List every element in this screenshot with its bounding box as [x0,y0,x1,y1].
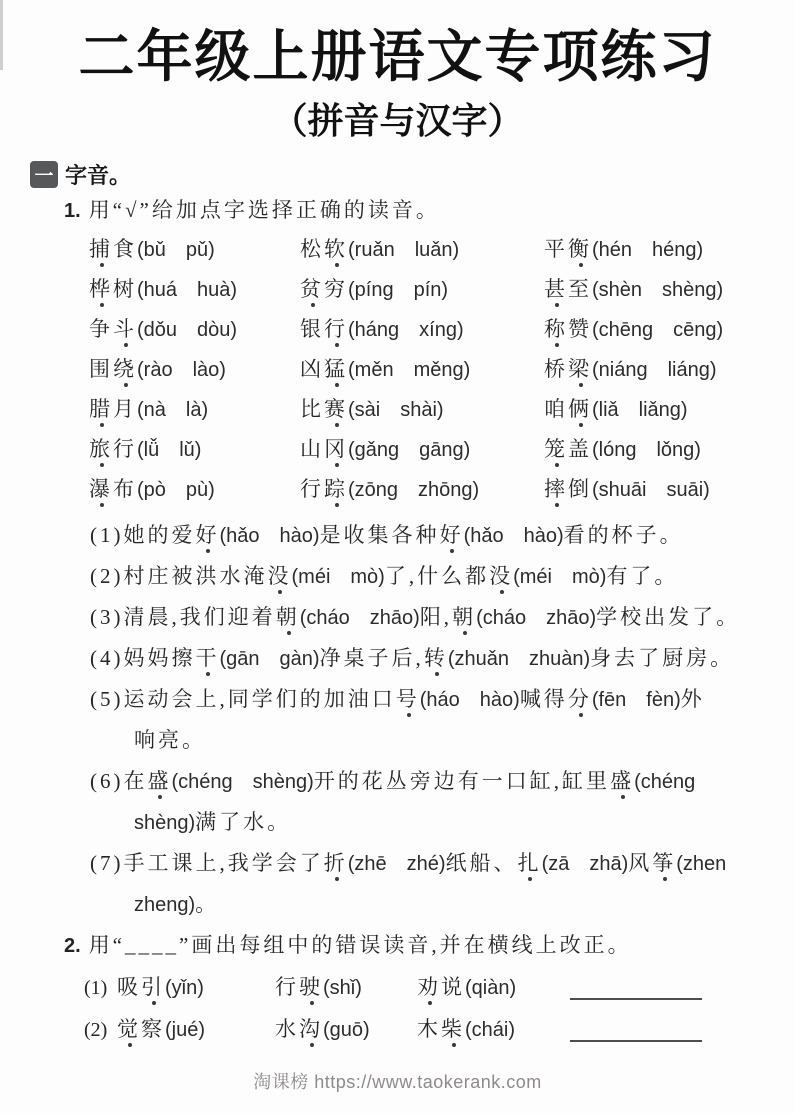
pinyin-options: (fēn fèn) [591,689,681,711]
hanzi: 行 [300,477,324,501]
dotted-char: 柴 [441,1017,465,1041]
word-item [544,313,795,353]
sentence-text: 风 [628,851,653,875]
sentence-text: 有了。 [606,564,679,588]
pinyin-options: (méi mò) [291,566,385,588]
pinyin-options: (jué) [165,1019,206,1041]
dotted-char: 摔 [544,477,568,501]
page-subtitle: （拼音与汉字） [271,100,524,141]
pinyin-options: (guō) [323,1019,370,1041]
sentence-text: (4)妈妈擦 [90,646,196,670]
word-item [89,433,300,473]
word-item [544,353,795,393]
hanzi: 平 [544,237,568,261]
pinyin-options: (hǎo hào) [463,525,564,547]
dotted-char: 折 [323,851,348,875]
sentence-line-6 [90,761,795,802]
question-2-instruction [64,925,795,966]
correction-row-2 [84,1008,795,1050]
dotted-char: 贫 [300,277,324,301]
sentence-text: 了,什么都 [384,564,490,588]
question-number: 1. [64,200,81,222]
sentence-line-3 [90,597,795,638]
pinyin-options: (hǎo hào) [219,525,320,547]
item-label: (2) [84,1019,108,1041]
word-item [417,1008,570,1053]
hanzi: 松 [300,237,324,261]
word-item [89,393,300,433]
dotted-char: 衡 [568,237,592,261]
answer-blank[interactable] [570,978,702,1000]
pinyin-options: (zhē zhé) [347,853,446,875]
sentence-text: 身去了厨房。 [590,646,735,670]
word-choice-grid [89,233,795,513]
word-item [89,473,300,513]
pinyin-options: (méi mò) [513,566,607,588]
dotted-char: 旅 [89,437,113,461]
sentence-text: (1)她的爱 [90,523,196,547]
sentence-text: 学校出发了。 [596,605,741,629]
hanzi: 至 [568,277,592,301]
sentence-line-2 [90,556,795,597]
pinyin-options: (gān gàn) [219,648,320,670]
pinyin-options: (háo hào) [419,689,520,711]
dotted-char: 猛 [324,357,348,381]
sentence-line-5 [90,679,795,720]
dotted-char: 腊 [89,397,113,421]
dotted-char: 朝 [275,605,300,629]
sentence-line-5-cont [134,720,795,761]
sentence-text: 净桌子后, [319,646,424,670]
pinyin-options: shèng) [134,812,196,834]
dotted-char: 好 [439,523,464,547]
instruction-text: 用“√”给加点字选择正确的读音。 [88,198,440,222]
sentence-text: 喊得 [519,687,568,711]
section-header [30,158,795,190]
hanzi: 食 [113,237,137,261]
dotted-char: 捕 [89,237,113,261]
pinyin-options: (zhuǎn zhuàn) [447,648,591,670]
hanzi: 咱 [544,397,568,421]
hanzi: 山 [300,437,324,461]
dotted-char: 没 [267,564,292,588]
sentence-line-1 [90,515,795,556]
dotted-char: 劝 [417,975,441,999]
sentence-text: (5)运动会上,同学们的加油口 [90,687,396,711]
sentence-text: 。 [195,892,220,916]
word-item [275,1008,417,1053]
hanzi: 行 [275,975,299,999]
word-item [300,313,544,353]
dotted-char: 沟 [299,1017,323,1041]
dotted-char: 引 [141,975,165,999]
dotted-char: 笼 [544,437,568,461]
word-item [275,966,417,1011]
pinyin-options: (sài shài) [348,399,444,421]
hanzi: 树 [113,277,137,301]
word-item [300,233,544,273]
word-item [89,273,300,313]
sentence-line-4 [90,638,795,679]
pinyin-options: (zhen [676,853,727,875]
sentence-text: 阳, [419,605,453,629]
hanzi: 银 [300,317,324,341]
word-item [300,393,544,433]
pinyin-options: (rào lào) [137,359,226,381]
sentence-text: (7)手工课上,我学会了 [90,851,324,875]
pinyin-options: (píng pín) [348,279,449,301]
word-item [544,233,795,273]
section-title: 字音。 [65,162,132,188]
pinyin-options: (gǎng gāng) [348,439,471,461]
sentence-line-7-cont [134,884,795,925]
sentence-text: 看的杯子。 [563,523,684,547]
dotted-char: 斗 [113,317,137,341]
dotted-char: 朝 [452,605,477,629]
dotted-char: 好 [195,523,220,547]
hanzi: 行 [113,437,137,461]
hanzi: 说 [441,975,465,999]
hanzi: 桥 [544,357,568,381]
dotted-char: 甚 [544,277,568,301]
dotted-char: 行 [324,317,348,341]
pinyin-options: (chéng shèng) [171,771,314,793]
dotted-char: 干 [195,646,220,670]
pinyin-options: (hén héng) [592,239,704,261]
hanzi: 月 [113,397,137,421]
pinyin-options: (shǐ) [323,977,362,999]
dotted-char: 绕 [113,357,137,381]
sentence-text: 是收集各种 [319,523,440,547]
pinyin-options: (liǎ liǎng) [592,399,688,421]
word-item [89,353,300,393]
pinyin-options: (qiàn) [465,977,517,999]
dotted-char: 赛 [324,397,348,421]
word-item [117,966,275,1011]
pinyin-options: (shuāi suāi) [592,479,710,501]
dotted-char: 号 [395,687,420,711]
pinyin-options: (lóng lǒng) [592,439,701,461]
pinyin-options: zheng) [134,894,196,916]
question-number: 2. [64,935,81,957]
hanzi: 凶 [300,357,324,381]
sentence-text: (3)清晨,我们迎着 [90,605,276,629]
sentence-text: 满了水。 [195,810,292,834]
word-item [117,1008,275,1053]
word-item [544,393,795,433]
sentence-text: 外 [680,687,705,711]
word-item [89,313,300,353]
dotted-char: 冈 [324,437,348,461]
watermark-footer: 淘课榜 https://www.taokerank.com [253,1072,542,1092]
dotted-char: 瀑 [89,477,113,501]
item-label: (1) [84,977,108,999]
sentence-line-7 [90,843,795,884]
dotted-char: 盛 [147,769,172,793]
hanzi: 布 [113,477,137,501]
scan-artifact-edge [0,0,3,70]
page-title: 二年级上册语文专项练习 [78,25,717,88]
pinyin-options: (dǒu dòu) [137,319,238,341]
dotted-char: 桦 [89,277,113,301]
pinyin-options: (shèn shèng) [592,279,724,301]
hanzi: 争 [89,317,113,341]
pinyin-options: (zōng zhōng) [348,479,480,501]
word-item [544,433,795,473]
pinyin-options: (chái) [465,1019,516,1041]
pinyin-options: (ruǎn luǎn) [348,239,460,261]
correction-row-1 [84,966,795,1008]
pinyin-options: (chēng cēng) [592,319,724,341]
dotted-char: 盛 [610,769,635,793]
word-item [300,433,544,473]
pinyin-options: (cháo zhāo) [476,607,597,629]
sentence-text: (6)在 [90,769,148,793]
pinyin-options: (bǔ pǔ) [137,239,215,261]
dotted-char: 踪 [324,477,348,501]
pinyin-options: (pò pù) [137,479,215,501]
pinyin-options: (nà là) [137,399,209,421]
dotted-char: 转 [423,646,448,670]
sentence-text: (2)村庄被洪水淹 [90,564,268,588]
pinyin-options: (cháo zhāo) [299,607,420,629]
pinyin-options: (zā zhā) [541,853,629,875]
hanzi: 察 [141,1017,165,1041]
dotted-char: 筝 [652,851,677,875]
instruction-text: 用“____”画出每组中的错误读音,并在横线上改正。 [88,933,632,957]
hanzi: 吸 [117,975,141,999]
dotted-char: 梁 [568,357,592,381]
sentence-text: 开的花丛旁边有一口缸,缸里 [313,769,611,793]
sentence-exercises [0,515,795,925]
hanzi: 盖 [568,437,592,461]
dotted-char: 俩 [568,397,592,421]
pinyin-options: (yǐn) [165,977,204,999]
hanzi: 木 [417,1017,441,1041]
hanzi: 赞 [568,317,592,341]
dotted-char: 称 [544,317,568,341]
answer-blank[interactable] [570,1020,702,1042]
section-number-badge: 一 [30,161,58,188]
word-item [544,273,795,313]
pinyin-options: (chéng [634,771,696,793]
dotted-char: 分 [567,687,592,711]
hanzi: 穷 [324,277,348,301]
word-item [300,273,544,313]
hanzi: 比 [300,397,324,421]
hanzi: 水 [275,1017,299,1041]
hanzi: 围 [89,357,113,381]
hanzi: 倒 [568,477,592,501]
word-item [544,473,795,513]
dotted-char: 没 [489,564,514,588]
word-item [300,353,544,393]
sentence-text: 响亮。 [134,728,206,752]
word-item [89,233,300,273]
pinyin-options: (niáng liáng) [592,359,717,381]
dotted-char: 觉 [117,1017,141,1041]
dotted-char: 扎 [517,851,542,875]
pinyin-options: (lǚ lǔ) [137,439,202,461]
pinyin-options: (huá huà) [137,279,238,301]
dotted-char: 软 [324,237,348,261]
word-item [417,966,570,1011]
pinyin-options: (měn měng) [348,359,471,381]
sentence-text: 纸船、 [445,851,518,875]
question-1-instruction [64,190,795,231]
sentence-line-6-cont [134,802,795,843]
pinyin-options: (háng xíng) [348,319,464,341]
word-item [300,473,544,513]
dotted-char: 驶 [299,975,323,999]
